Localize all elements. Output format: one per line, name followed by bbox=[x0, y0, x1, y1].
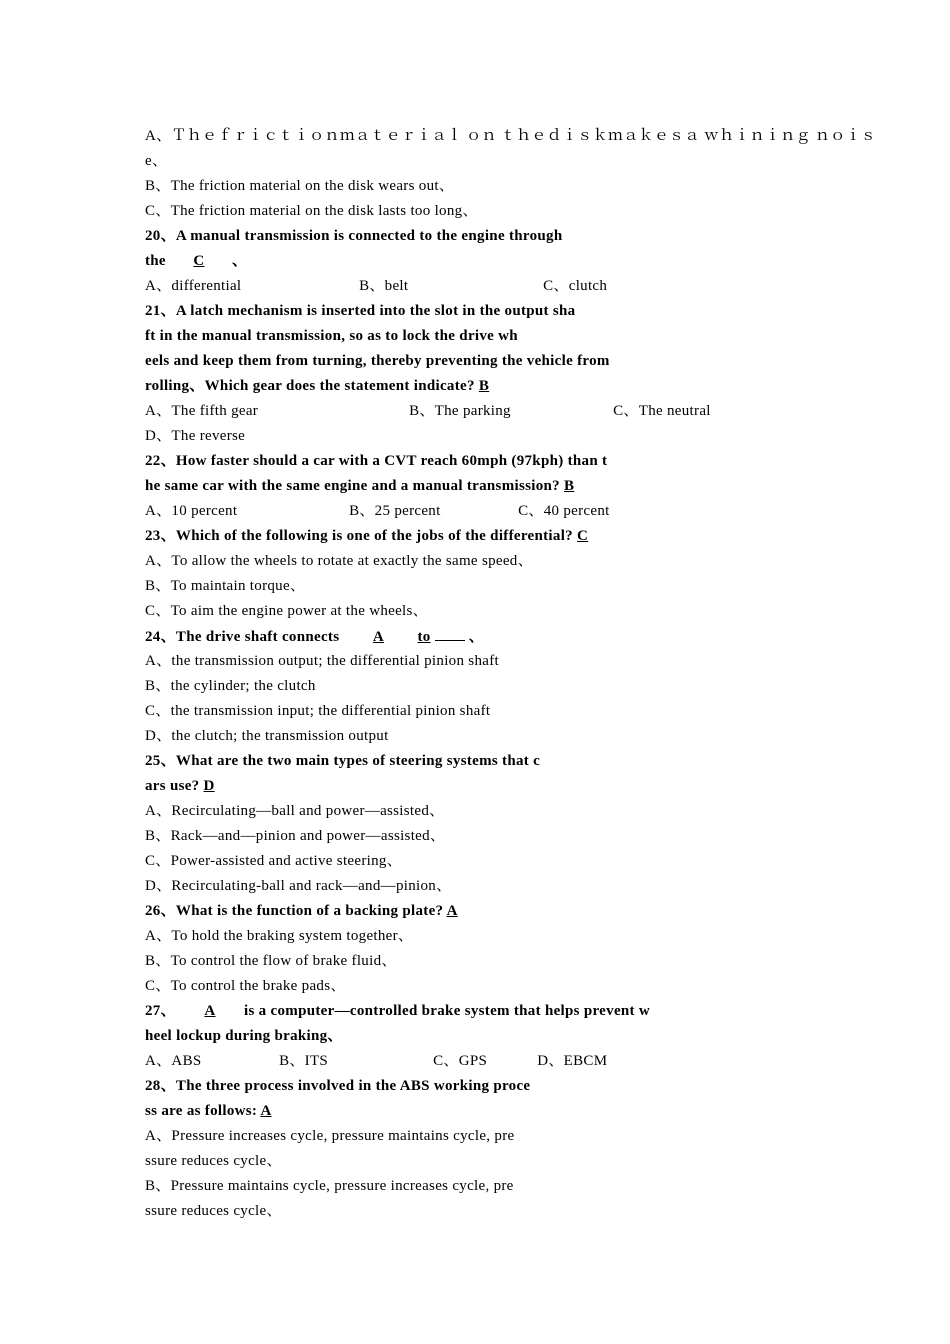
q24-answer: A bbox=[372, 629, 384, 645]
q20-option-b: B、belt bbox=[359, 278, 409, 294]
q25-option-a: A、Recirculating—ball and power—assisted、 bbox=[145, 803, 445, 819]
q21-stem-end: rolling、Which gear does the statement indicate? bbox=[145, 378, 475, 394]
q21-option-c: C、The neutral bbox=[613, 403, 711, 419]
q27-number: 27、 bbox=[145, 1003, 176, 1019]
q28-option-a-line1: A、Pressure increases cycle, pressure maintains cycle, pre bbox=[145, 1128, 515, 1144]
q20-line2 bbox=[145, 251, 805, 271]
q28-line2 bbox=[145, 1101, 805, 1121]
q25-option-b: B、Rack—and—pinion and power—assisted、 bbox=[145, 828, 446, 844]
q23-answer: C bbox=[577, 528, 589, 544]
q28-option-a-line2: ssure reduces cycle、 bbox=[145, 1153, 282, 1169]
q24-option-a: A、the transmission output; the differential pinion shaft bbox=[145, 653, 499, 669]
q19-option-a-line2: e、 bbox=[145, 153, 168, 169]
q22-stem-end: he same car with the same engine and a manual transmission? bbox=[145, 478, 560, 494]
q21-line3: eels and keep them from turning, thereby preventing the vehicle from bbox=[145, 353, 610, 369]
q22-option-a: A、10 percent bbox=[145, 503, 238, 519]
q22-option-c: C、40 percent bbox=[518, 503, 610, 519]
q22-answer: B bbox=[564, 478, 575, 494]
q28-stem-end: ss are as follows: bbox=[145, 1103, 258, 1119]
q23-option-a: A、To allow the wheels to rotate at exactly the same speed、 bbox=[145, 553, 533, 569]
q20-option-a: A、differential bbox=[145, 278, 242, 294]
q23-text: 23、Which of the following is one of the jobs of the differential? bbox=[145, 528, 573, 544]
q23-stem bbox=[145, 526, 805, 546]
q23-option-c: C、To aim the engine power at the wheels、 bbox=[145, 603, 428, 619]
q20-punct: 、 bbox=[232, 253, 248, 269]
q20-answer: C bbox=[193, 253, 205, 269]
q27-option-d: D、EBCM bbox=[537, 1053, 608, 1069]
q21-options bbox=[145, 401, 805, 421]
q24-option-c: C、the transmission input; the differential pinion shaft bbox=[145, 703, 491, 719]
q24-option-b: B、the cylinder; the clutch bbox=[145, 678, 316, 694]
q21-line4 bbox=[145, 376, 805, 396]
q21-option-a: A、The fifth gear bbox=[145, 403, 259, 419]
q26-option-c: C、To control the brake pads、 bbox=[145, 978, 346, 994]
q24-stem bbox=[145, 626, 805, 647]
q28-answer: A bbox=[260, 1103, 272, 1119]
q21-answer: B bbox=[478, 378, 490, 394]
q23-option-b: B、To maintain torque、 bbox=[145, 578, 306, 594]
q24-punct: 、 bbox=[468, 629, 485, 645]
q21-line2: ft in the manual transmission, so as to lock the drive wh bbox=[145, 328, 518, 344]
q19-option-b: B、The friction material on the disk wears out、 bbox=[145, 178, 455, 194]
q27-option-b: B、ITS bbox=[279, 1053, 329, 1069]
q28-line1: 28、The three process involved in the ABS working proce bbox=[145, 1078, 531, 1094]
q26-text: 26、What is the function of a backing plate? bbox=[145, 903, 444, 919]
q25-answer: D bbox=[203, 778, 215, 794]
q20-line1: 20、A manual transmission is connected to the engine through bbox=[145, 228, 563, 244]
q26-option-b: B、To control the flow of brake fluid、 bbox=[145, 953, 397, 969]
q25-option-c: C、Power-assisted and active steering、 bbox=[145, 853, 402, 869]
q25-line2 bbox=[145, 776, 805, 796]
q19-option-a-line1: A、Ｔｈｅｆｒｉｃｔｉｏｎｍａｔｅｒｉａｌ ｏｎ ｔｈｅｄｉｓｋｍａｋｅｓａ ｗｈｉｎｉｎｇ ｎｏｉｓ bbox=[145, 128, 877, 144]
q27-option-c: C、GPS bbox=[433, 1053, 488, 1069]
q27-stem: is a computer—controlled brake system that helps prevent w bbox=[244, 1003, 651, 1019]
q27-option-a: A、ABS bbox=[145, 1053, 202, 1069]
q19-option-c: C、The friction material on the disk lasts too long、 bbox=[145, 203, 478, 219]
q28-option-b-line2: ssure reduces cycle、 bbox=[145, 1203, 282, 1219]
q24-to: to bbox=[417, 629, 431, 645]
q22-line1: 22、How faster should a car with a CVT reach 60mph (97kph) than t bbox=[145, 453, 608, 469]
q21-option-d: D、The reverse bbox=[145, 428, 246, 444]
q28-option-b-line1: B、Pressure maintains cycle, pressure increases cycle, pre bbox=[145, 1178, 514, 1194]
q25-line1: 25、What are the two main types of steering systems that c bbox=[145, 753, 541, 769]
q20-options bbox=[145, 276, 805, 296]
q20-stem-end: the bbox=[145, 253, 166, 269]
q25-option-d: D、Recirculating-ball and rack—and—pinion、 bbox=[145, 878, 452, 894]
q26-option-a: A、To hold the braking system together、 bbox=[145, 928, 414, 944]
q22-options bbox=[145, 501, 805, 521]
q27-line1 bbox=[145, 1001, 805, 1021]
q26-answer: A bbox=[446, 903, 458, 919]
q27-options bbox=[145, 1051, 805, 1071]
q22-option-b: B、25 percent bbox=[349, 503, 441, 519]
q24-blank bbox=[435, 626, 465, 641]
q20-option-c: C、clutch bbox=[543, 278, 608, 294]
q21-line1: 21、A latch mechanism is inserted into the slot in the output sha bbox=[145, 303, 576, 319]
q24-text: 24、The drive shaft connects bbox=[145, 629, 340, 645]
q27-line2: heel lockup during braking、 bbox=[145, 1028, 343, 1044]
q27-answer: A bbox=[204, 1003, 216, 1019]
q26-stem bbox=[145, 901, 805, 921]
q21-option-b: B、The parking bbox=[409, 403, 511, 419]
q25-stem-end: ars use? bbox=[145, 778, 200, 794]
q24-option-d: D、the clutch; the transmission output bbox=[145, 728, 389, 744]
q22-line2 bbox=[145, 476, 805, 496]
